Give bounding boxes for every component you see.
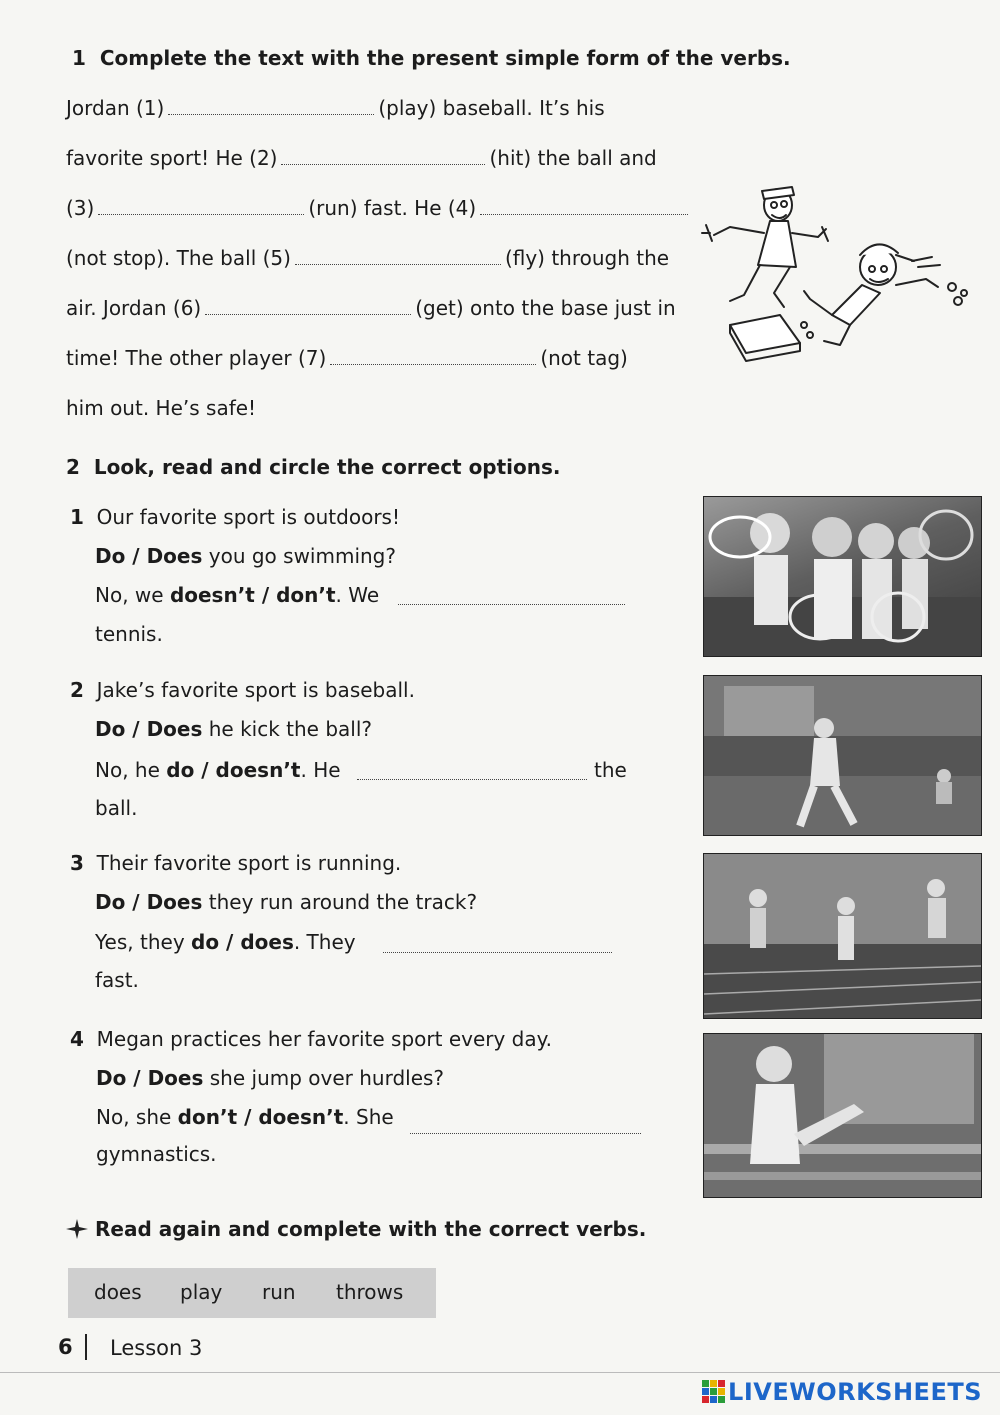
exercise-2-heading: 2 Look, read and circle the correct options. [66, 455, 561, 479]
exercise-1-heading [72, 46, 791, 70]
ex1-line: time! The other player (7) (not tag) [66, 346, 628, 370]
ex2-item-1-answer[interactable]: No, we doesn’t / don’t. We [95, 583, 380, 607]
answer-blank-3[interactable] [98, 196, 304, 215]
ex2-item-1-statement: 1 Our favorite sport is outdoors! [70, 505, 400, 529]
ex2-item-4-answer-blank[interactable] [410, 1111, 641, 1134]
footer-rule [0, 1372, 1000, 1373]
watermark: LIVEWORKSHEETS [728, 1378, 982, 1406]
exercise-3-heading: Read again and complete with the correct verbs. [95, 1217, 647, 1241]
sparkle-icon [64, 1217, 90, 1241]
ex1-line: air. Jordan (6) (get) onto the base just in [66, 296, 676, 320]
page-number: 6 [58, 1335, 73, 1359]
answer-blank-2[interactable] [281, 146, 485, 165]
ex2-item-2-statement: 2 Jake’s favorite sport is baseball. [70, 678, 415, 702]
answer-blank-7[interactable] [330, 346, 536, 365]
ex2-item-2-answer-blank[interactable] [357, 757, 587, 780]
ex2-item-2-question[interactable]: Do / Does he kick the ball? [95, 717, 373, 741]
ex2-item-1-question[interactable]: Do / Does you go swimming? [95, 544, 396, 568]
ex2-item-4-question[interactable]: Do / Does she jump over hurdles? [96, 1066, 445, 1090]
ex1-line: favorite sport! He (2) (hit) the ball and [66, 146, 657, 170]
ex1-line: Jordan (1) (play) baseball. It’s his [66, 96, 605, 120]
baseball-cartoon-illustration [700, 175, 980, 375]
word-bank-item: play [180, 1280, 223, 1304]
footer-divider [85, 1334, 87, 1360]
word-bank [68, 1268, 436, 1318]
gymnastics-girl-photo [703, 1033, 982, 1198]
liveworksheets-logo-icon [702, 1380, 726, 1404]
ex2-item-3-statement: 3 Their favorite sport is running. [70, 851, 402, 875]
ex2-item-2-tail: the [594, 758, 627, 782]
exercise-title: Complete the text with the present simple form of the verbs. [99, 46, 791, 70]
ex2-item-2-end: ball. [95, 796, 138, 820]
ex2-item-4-answer[interactable]: No, she don’t / doesn’t. She [96, 1105, 394, 1129]
ex2-item-3-end: fast. [95, 968, 139, 992]
tennis-family-photo [703, 496, 982, 657]
word-bank-item: throws [336, 1280, 404, 1304]
ex2-item-2-answer[interactable]: No, he do / doesn’t. He [95, 758, 341, 782]
ex2-item-3-answer-blank[interactable] [383, 930, 612, 953]
word-bank-item: does [94, 1280, 142, 1304]
running-children-photo [703, 853, 982, 1019]
baseball-player-photo [703, 675, 982, 836]
ex1-line: (not stop). The ball (5) (fly) through the [66, 246, 670, 270]
answer-blank-1[interactable] [168, 96, 374, 115]
ex1-line: (3) (run) fast. He (4) [66, 196, 692, 220]
ex2-item-1-answer-blank[interactable] [398, 582, 625, 605]
word-bank-item: run [262, 1280, 296, 1304]
answer-blank-5[interactable] [295, 246, 501, 265]
lesson-label: Lesson 3 [110, 1336, 203, 1360]
answer-blank-4[interactable] [480, 196, 688, 215]
ex2-item-4-statement: 4 Megan practices her favorite sport every day. [70, 1027, 552, 1051]
ex2-item-1-end: tennis. [95, 622, 163, 646]
exercise-number: 1 [72, 46, 86, 70]
ex1-line: him out. He’s safe! [66, 396, 257, 420]
answer-blank-6[interactable] [205, 296, 411, 315]
ex2-item-3-answer[interactable]: Yes, they do / does. They [95, 930, 356, 954]
ex2-item-3-question[interactable]: Do / Does they run around the track? [95, 890, 478, 914]
ex2-item-4-end: gymnastics. [96, 1142, 217, 1166]
